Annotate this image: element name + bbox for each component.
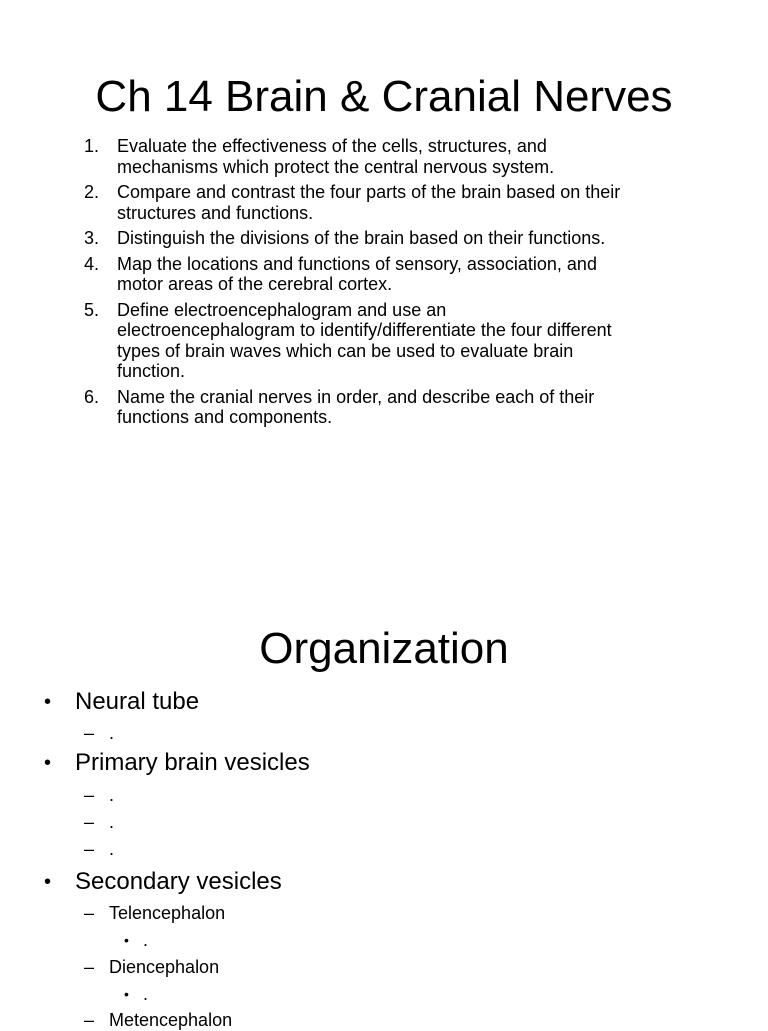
objective-number: 1. <box>84 136 100 156</box>
outline-text: . <box>109 723 115 743</box>
outline-text: Diencephalon <box>109 957 220 977</box>
dash-marker: – <box>84 903 95 923</box>
outline-text: Primary brain vesicles <box>75 749 310 776</box>
dash-marker: – <box>84 785 95 805</box>
outline-text: . <box>109 785 115 805</box>
objective-number: 3. <box>84 228 100 248</box>
bullet-marker: • <box>124 986 129 1002</box>
outline-text: . <box>143 984 149 1004</box>
objective-number: 4. <box>84 253 100 274</box>
bullet-marker: • <box>44 871 52 893</box>
dash-marker: – <box>84 957 95 977</box>
objective-text: Name the cranial nerves in order, and describe each of their functions and components. <box>117 386 595 427</box>
objective-text: Evaluate the effectiveness of the cells, structures, and mechanisms which protect the central nervous system. <box>117 136 555 177</box>
bullet-marker: • <box>44 752 52 774</box>
objective-number: 5. <box>84 299 100 320</box>
dash-marker: – <box>84 812 95 832</box>
outline-text: Neural tube <box>75 688 200 715</box>
objective-text: Distinguish the divisions of the brain based on their functions. <box>117 228 606 248</box>
dash-marker: – <box>84 1010 95 1030</box>
objective-text: Map the locations and functions of sensory, association, and motor areas of the cerebral cortex. <box>117 253 597 294</box>
bullet-marker: • <box>124 932 129 948</box>
dash-marker: – <box>84 839 95 859</box>
objective-text: Compare and contrast the four parts of the brain based on their structures and functions. <box>117 182 621 223</box>
objective-number: 6. <box>84 386 100 407</box>
dash-marker: – <box>84 723 95 743</box>
outline-text: Metencephalon <box>109 1010 233 1030</box>
objective-text: Define electroencephalogram and use an electroencephalogram to identify/differentiate the four different types of brain waves which can be used to evaluate brain function. <box>117 299 612 381</box>
slide-title-brain-cranial-nerves: Ch 14 Brain & Cranial Nerves <box>95 72 673 121</box>
outline-text: . <box>109 839 115 859</box>
slide-title-organization: Organization <box>259 624 509 673</box>
outline-text: Telencephalon <box>109 903 226 923</box>
objective-number: 2. <box>84 182 100 202</box>
outline-text: . <box>109 812 115 832</box>
outline-text: . <box>143 930 149 950</box>
outline-text: Secondary vesicles <box>75 868 282 895</box>
bullet-marker: • <box>44 691 52 713</box>
